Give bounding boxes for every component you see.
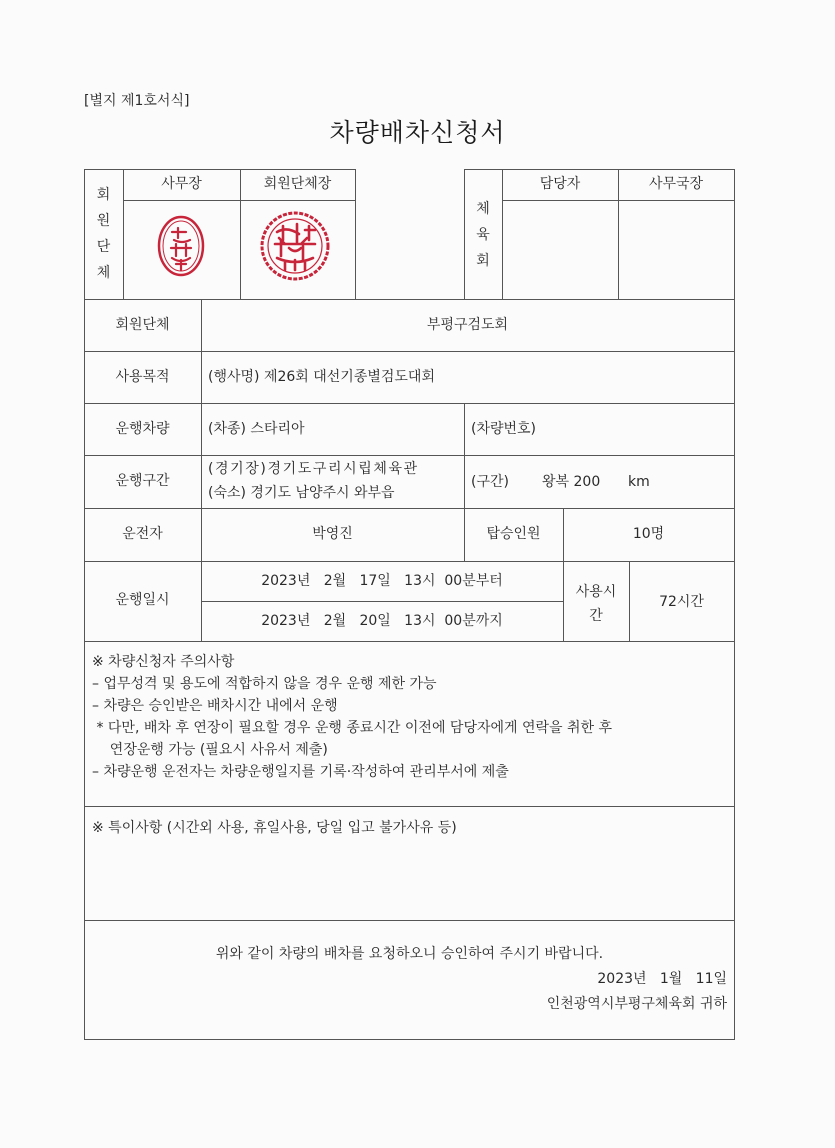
vehicle-model: (차종) 스타리아 [208,421,305,437]
notice-item: – 차량운행 운전자는 차량운행일지를 기록·작성하여 관리부서에 제출 [92,764,509,780]
request-statement: 위와 같이 차량의 배차를 요청하오니 승인하여 주시기 바랍니다. [215,946,604,962]
notice-item: 연장운행 가능 (필요시 사유서 제출) [92,742,328,758]
addressee: 인천광역시부평구체육회 귀하 [546,996,727,1012]
route-unit: km [628,474,650,490]
notice-item: – 차량은 승인받은 배차시간 내에서 운행 [92,698,338,714]
driver-value: 박영진 [312,526,353,542]
passengers-label: 탑승인원 [486,526,541,542]
vehicle-label: 운행차량 [115,421,170,437]
notice-section [92,651,612,783]
notice-item: – 업무성격 및 용도에 적합하지 않을 경우 운행 제한 가능 [92,676,437,692]
notice-heading: ※ 차량신청자 주의사항 [92,654,235,670]
driver-label: 운전자 [122,526,163,542]
schedule-to: 2023년 2월 20일 13시 00분까지 [261,613,503,629]
route-lodging: (숙소) 경기도 남양주시 와부읍 [208,485,395,501]
member-group-value: 부평구검도회 [426,317,509,333]
schedule-label: 운행일시 [115,592,170,608]
purpose-label: 사용목적 [115,369,170,385]
office-head-header: 사무장 [161,176,202,192]
vehicle-number: (차량번호) [471,421,537,437]
group-head-seal-icon [259,210,331,286]
form-code: [별지 제1호서식] [84,93,190,109]
passengers-value: 10명 [632,526,665,542]
route-section-value: 왕복 200 [542,474,601,490]
notice-item: * 다만, 배차 후 연장이 필요할 경우 운행 종료시간 이전에 담당자에게 연락을 취한 후 [92,720,613,736]
schedule-from: 2023년 2월 17일 13시 00분부터 [261,573,503,589]
secretary-general-header: 사무국장 [648,176,704,192]
route-venue: (경기장)경기도구리시립체육관 [208,461,419,477]
group-head-header: 회원단체장 [263,176,332,192]
member-group-label: 회원단체 [115,317,170,333]
purpose-value: (행사명) 제26회 대선기종별검도대회 [208,369,435,385]
office-head-seal-icon [156,214,206,282]
route-label: 운행구간 [115,473,170,489]
page-title: 차량배차신청서 [329,118,506,147]
route-section-label: (구간) [471,474,509,490]
special-notes-heading: ※ 특이사항 (시간외 사용, 휴일사용, 당일 입고 불가사유 등) [92,820,457,836]
application-date: 2023년 1월 11일 [597,971,727,987]
member-group-vertical-label: 회 원 단 체 [96,187,111,281]
usage-time-label: 사용시 간 [575,584,617,624]
usage-time-value: 72시간 [659,594,704,610]
manager-header: 담당자 [539,176,581,192]
sports-council-vertical-label: 체 육 회 [476,201,490,269]
